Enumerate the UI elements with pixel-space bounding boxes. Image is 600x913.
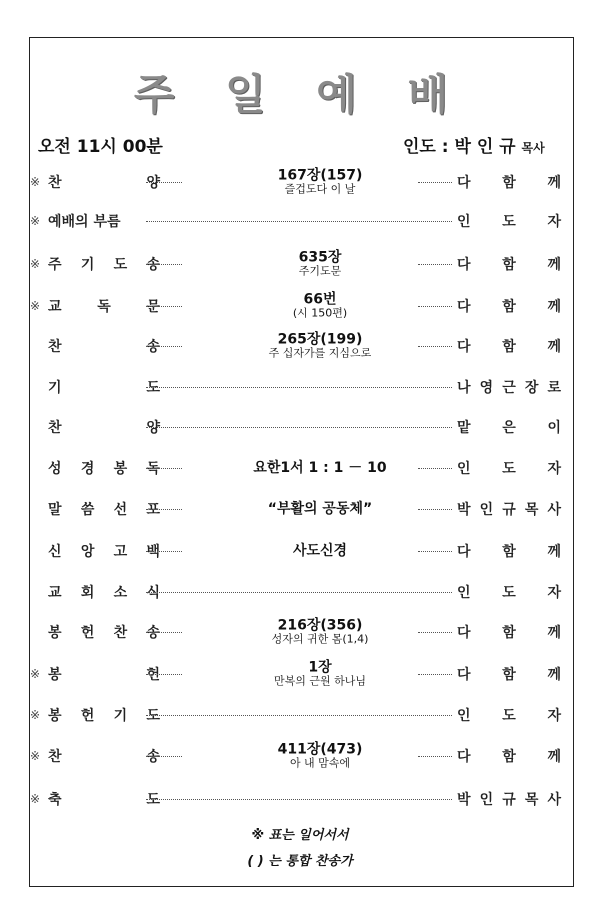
row-participant-char: 함 (502, 749, 516, 765)
row-label-char: 고 (113, 544, 128, 560)
row-label-char: 송 (146, 339, 160, 355)
row-label-char: 양 (146, 420, 160, 436)
leader-dots (146, 715, 452, 716)
row-label-char: 선 (113, 502, 128, 518)
leader-dots (146, 346, 182, 347)
row-label-char: 송 (146, 749, 160, 765)
row-label-char: 봉 (113, 461, 128, 477)
row-label (48, 377, 160, 397)
row-detail (200, 501, 440, 517)
service-leader (403, 132, 545, 157)
row-label-char: 송 (146, 625, 160, 641)
row-participant-char: 함 (502, 667, 516, 683)
row-detail-main: 66번 (303, 291, 337, 308)
row-participant-char: 다 (457, 339, 471, 355)
row-participant-char: 께 (547, 299, 561, 315)
row-detail-main: 1장 (308, 659, 332, 676)
row-label-char: 봉 (48, 625, 62, 641)
worship-row (30, 697, 566, 733)
row-detail-sub: 주 십자가를 지심으로 (268, 346, 372, 360)
worship-row (30, 491, 566, 527)
row-participant-char: 다 (457, 257, 471, 273)
footer-note-standing: ※ 표는 일어서서 (251, 828, 349, 843)
row-participant-char: 자 (547, 708, 561, 724)
row-participant-char: 께 (547, 667, 561, 683)
worship-row (30, 450, 566, 486)
row-participant-char: 인 (457, 214, 471, 230)
row-label (48, 296, 160, 316)
row-label-char: 찬 (113, 625, 128, 641)
leader-dots (146, 799, 452, 800)
row-label-char: 헌 (80, 625, 95, 641)
row-participant (457, 789, 561, 809)
row-label-char: 헌 (80, 708, 95, 724)
row-label-char: 도 (146, 708, 160, 724)
service-time: 오전 11시 00분 (38, 137, 163, 157)
row-label (48, 417, 160, 437)
row-participant (457, 172, 561, 192)
row-participant-char: 함 (502, 625, 516, 641)
standing-marker: ※ (30, 214, 41, 228)
row-participant (457, 211, 561, 231)
row-participant (457, 664, 561, 684)
row-participant-char: 다 (457, 299, 471, 315)
leader-dots (146, 551, 182, 552)
row-detail (200, 168, 440, 197)
row-detail-main: 사도신경 (292, 542, 348, 559)
row-participant-char: 나 (457, 380, 471, 396)
row-participant-char: 근 (502, 380, 516, 396)
row-participant-char: 목 (524, 502, 539, 518)
row-participant (457, 417, 561, 437)
row-participant-char: 자 (547, 585, 561, 601)
row-participant-char: 사 (547, 792, 561, 808)
standing-marker: ※ (30, 257, 41, 271)
row-participant-char: 께 (547, 625, 561, 641)
row-label-char: 양 (146, 175, 160, 191)
row-participant-char: 도 (502, 585, 516, 601)
row-participant-char: 함 (502, 175, 516, 191)
row-label (48, 622, 160, 642)
row-detail (200, 742, 440, 771)
row-detail-main: 411장(473) (277, 741, 363, 758)
row-participant-char: 규 (502, 502, 516, 518)
row-label-char: 문 (146, 299, 160, 315)
leader-dots (146, 509, 182, 510)
row-label-char: 씀 (80, 502, 95, 518)
row-participant (457, 458, 561, 478)
row-label (48, 541, 160, 561)
row-detail-sub: 만복의 근원 하나님 (273, 674, 366, 688)
row-label (48, 746, 160, 766)
row-participant-char: 이 (547, 420, 561, 436)
worship-row (30, 409, 566, 445)
row-detail-main: 216장(356) (277, 617, 363, 634)
leader-dots (146, 468, 182, 469)
row-label (48, 499, 160, 519)
row-participant (457, 746, 561, 766)
row-participant-char: 다 (457, 175, 471, 191)
row-label-char: 신 (48, 544, 62, 560)
leader-dots (146, 427, 452, 428)
leader-title: 목사 (521, 141, 545, 155)
row-participant (457, 377, 561, 397)
row-label (48, 789, 160, 809)
row-detail-sub: (시 150편) (292, 306, 348, 320)
row-participant (457, 622, 561, 642)
row-label-char: 송 (146, 257, 160, 273)
row-label (48, 254, 160, 274)
row-participant-char: 로 (547, 380, 561, 396)
row-participant-char: 께 (547, 339, 561, 355)
leader-dots (146, 221, 452, 222)
row-participant-char: 함 (502, 299, 516, 315)
row-label-char: 포 (146, 502, 160, 518)
row-label-char: 경 (80, 461, 95, 477)
row-participant-char: 박 (457, 502, 471, 518)
row-label-char: 식 (146, 585, 160, 601)
row-label-char: 교 (48, 299, 62, 315)
leader-name: 인도 : 박 인 규 (403, 137, 516, 157)
row-participant-char: 맡 (457, 420, 471, 436)
row-participant-char: 함 (502, 257, 516, 273)
worship-row (30, 328, 566, 364)
row-label-char: 백 (146, 544, 160, 560)
row-label-char: 찬 (48, 339, 62, 355)
row-detail-sub: 즐겁도다 이 날 (284, 182, 356, 196)
row-detail (200, 292, 440, 321)
worship-row (30, 656, 566, 692)
row-label (48, 664, 160, 684)
leader-dots (146, 387, 452, 388)
row-detail (200, 660, 440, 689)
leader-dots (146, 674, 182, 675)
row-participant-char: 함 (502, 544, 516, 560)
standing-marker: ※ (30, 792, 41, 806)
row-participant-char: 규 (502, 792, 516, 808)
row-participant-char: 인 (479, 792, 494, 808)
row-label-char: 봉 (48, 667, 62, 683)
row-detail-sub: 주기도문 (298, 264, 342, 278)
worship-row (30, 781, 566, 817)
row-label-char: 성 (48, 461, 62, 477)
row-participant-char: 박 (457, 792, 471, 808)
row-participant-char: 자 (547, 214, 561, 230)
worship-row (30, 574, 566, 610)
row-label-char: 앙 (80, 544, 95, 560)
row-detail (200, 543, 440, 559)
row-label (48, 582, 160, 602)
row-participant-char: 께 (547, 544, 561, 560)
row-label-char: 찬 (48, 175, 62, 191)
row-label-char: 말 (48, 502, 62, 518)
row-participant-char: 께 (547, 749, 561, 765)
row-label-char: 도 (146, 792, 160, 808)
row-detail-sub: 성자의 귀한 몸(1,4) (271, 632, 369, 646)
leader-dots (146, 632, 182, 633)
row-label-char: 회 (80, 585, 95, 601)
row-detail (200, 618, 440, 647)
row-participant-char: 인 (457, 708, 471, 724)
standing-marker: ※ (30, 299, 41, 313)
row-detail-main: 167장(157) (277, 167, 363, 184)
standing-marker: ※ (30, 175, 41, 189)
row-label-char: 독 (97, 299, 111, 315)
row-participant-char: 인 (457, 585, 471, 601)
row-label (48, 172, 160, 192)
row-participant-char: 함 (502, 339, 516, 355)
worship-row (30, 738, 566, 774)
standing-marker: ※ (30, 749, 41, 763)
worship-row (30, 164, 566, 200)
row-label-char: 헌 (146, 667, 160, 683)
row-participant-char: 은 (502, 420, 516, 436)
row-participant (457, 296, 561, 316)
row-detail-sub: 아 내 맘속에 (289, 756, 351, 770)
row-participant-char: 도 (502, 708, 516, 724)
row-label-char: 독 (146, 461, 160, 477)
row-participant-char: 도 (502, 214, 516, 230)
row-detail (200, 250, 440, 279)
row-participant-char: 인 (457, 461, 471, 477)
row-participant-char: 사 (547, 502, 561, 518)
row-label-char: 예배의 부름 (48, 214, 121, 230)
row-label-char: 찬 (48, 420, 62, 436)
row-participant-char: 목 (524, 792, 539, 808)
footer-note-hymnal: ( ) 는 통합 찬송가 (247, 854, 353, 869)
row-detail-main: 635장 (298, 249, 342, 266)
row-participant (457, 499, 561, 519)
worship-row (30, 246, 566, 282)
row-participant (457, 705, 561, 725)
row-label-char: 주 (48, 257, 62, 273)
row-label-char: 기 (80, 257, 95, 273)
leader-dots (146, 182, 182, 183)
page-title: 주 일 예 배 (133, 70, 467, 119)
row-detail (200, 460, 440, 476)
row-participant-char: 장 (524, 380, 539, 396)
row-label-char: 소 (113, 585, 128, 601)
row-label-char: 도 (113, 257, 128, 273)
row-participant-char: 자 (547, 461, 561, 477)
row-label (48, 705, 160, 725)
row-detail-main: “부활의 공동체” (267, 500, 373, 517)
row-label-char: 기 (48, 380, 62, 396)
row-participant-char: 다 (457, 625, 471, 641)
worship-row (30, 203, 566, 239)
row-participant-char: 께 (547, 175, 561, 191)
row-label-char: 축 (48, 792, 62, 808)
row-label-char: 기 (113, 708, 128, 724)
row-participant-char: 께 (547, 257, 561, 273)
row-participant (457, 541, 561, 561)
row-label (48, 336, 160, 356)
row-participant-char: 도 (502, 461, 516, 477)
worship-row (30, 288, 566, 324)
leader-dots (146, 592, 452, 593)
worship-row (30, 614, 566, 650)
row-label-char: 도 (146, 380, 160, 396)
row-participant-char: 영 (479, 380, 494, 396)
row-participant-char: 다 (457, 544, 471, 560)
row-label-char: 봉 (48, 708, 62, 724)
row-label-char: 교 (48, 585, 62, 601)
standing-marker: ※ (30, 708, 41, 722)
leader-dots (146, 264, 182, 265)
row-participant-char: 인 (479, 502, 494, 518)
row-label-char: 찬 (48, 749, 62, 765)
row-label (48, 458, 160, 478)
standing-marker: ※ (30, 667, 41, 681)
leader-dots (146, 756, 182, 757)
row-detail-main: 265장(199) (277, 331, 363, 348)
row-label (48, 211, 160, 231)
row-participant-char: 다 (457, 749, 471, 765)
leader-dots (146, 306, 182, 307)
worship-row (30, 533, 566, 569)
row-detail (200, 332, 440, 361)
row-participant-char: 다 (457, 667, 471, 683)
worship-row (30, 369, 566, 405)
row-participant (457, 582, 561, 602)
row-detail-main: 요한1서 1 : 1 － 10 (253, 459, 387, 476)
row-participant (457, 336, 561, 356)
row-participant (457, 254, 561, 274)
